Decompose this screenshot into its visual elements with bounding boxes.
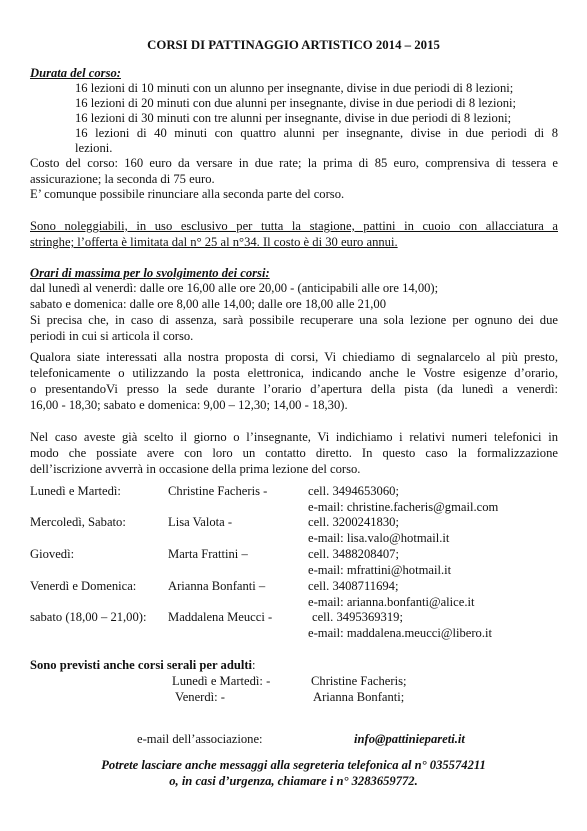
contact-email: e-mail: mfrattini@hotmail.it: [308, 563, 452, 577]
document-title: CORSI DI PATTINAGGIO ARTISTICO 2014 – 2015: [147, 38, 440, 52]
contact-phone: cell. 3494653060;: [308, 484, 399, 498]
contact-name: Arianna Bonfanti –: [168, 579, 266, 593]
teacher-line: modo che possiate avere con loro un contatto diretto. In questo caso la formalizzazione: [30, 446, 558, 460]
evening-days: Venerdì: -: [175, 690, 226, 704]
interest-line: 16,00 - 18,30; sabato e domenica: 9,00 – 12,30; 14,00 - 18,30).: [30, 398, 348, 412]
evening-days: Lunedì e Martedì: -: [172, 674, 271, 688]
contact-name: Lisa Valota -: [168, 515, 233, 529]
interest-line: o presentandoVi presso la sede durante l’orario d’apertura della pista (da lunedì a venerdì:: [30, 382, 558, 396]
contact-email: e-mail: arianna.bonfanti@alice.it: [308, 595, 475, 609]
teacher-line: Nel caso aveste già scelto il giorno o l’insegnante, Vi indichiamo i relativi numeri telefonici in: [30, 430, 558, 444]
lesson-line: lezioni.: [75, 141, 113, 155]
contact-phone: cell. 3495369319;: [312, 610, 403, 624]
lesson-line: 16 lezioni di 40 minuti con quattro alunni per insegnante, divise in due periodi di 8: [75, 126, 558, 140]
lesson-line: 16 lezioni di 20 minuti con due alunni per insegnante, divise in due periodi di 8 lezioni;: [75, 96, 517, 110]
interest-line: telefonicamente o utilizzando la posta elettronica, indicando anche le Vostre esigenze d’orario,: [30, 366, 558, 380]
contact-phone: cell. 3488208407;: [308, 547, 399, 561]
schedule-line: sabato e domenica: dalle ore 8,00 alle 14,00; dalle ore 18,00 alle 21,00: [30, 297, 387, 311]
contact-days: Venerdì e Domenica:: [30, 579, 137, 593]
footer-line: o, in casi d’urgenza, chiamare i n° 3283659772.: [169, 774, 418, 788]
rental-line: stringhe; l’offerta è limitata dal n° 25 al n°34. Il costo è di 30 euro annui.: [30, 235, 398, 249]
contact-phone: cell. 3200241830;: [308, 515, 399, 529]
schedule-line: Si precisa che, in caso di assenza, sarà possibile recuperare una sola lezione per ognuno dei due: [30, 313, 558, 327]
evening-teacher: Arianna Bonfanti;: [313, 690, 405, 704]
contact-days: Lunedì e Martedì:: [30, 484, 121, 498]
orari-heading: Orari di massima per lo svolgimento dei corsi:: [30, 266, 270, 280]
contact-name: Christine Facheris -: [168, 484, 268, 498]
footer-line: Potrete lasciare anche messaggi alla segreteria telefonica al n° 035574211: [101, 758, 486, 772]
evening-courses-title: Sono previsti anche corsi serali per adulti: [30, 658, 253, 672]
contact-email: e-mail: maddalena.meucci@libero.it: [308, 626, 492, 640]
contact-phone: cell. 3408711694;: [308, 579, 399, 593]
evening-teacher: Christine Facheris;: [311, 674, 407, 688]
contact-days: Mercoledì, Sabato:: [30, 515, 126, 529]
schedule-line: periodi in cui si articola il corso.: [30, 329, 194, 343]
contact-days: Giovedì:: [30, 547, 75, 561]
cost-line: assicurazione; la seconda di 75 euro.: [30, 172, 215, 186]
lesson-line: 16 lezioni di 30 minuti con tre alunni per insegnante, divise in due periodi di 8 lezioni;: [75, 111, 512, 125]
interest-line: Qualora siate interessati alla nostra proposta di corsi, Vi chiediamo di segnalarcelo al più presto,: [30, 350, 558, 364]
contact-email: e-mail: christine.facheris@gmail.com: [308, 500, 499, 514]
contact-name: Maddalena Meucci -: [168, 610, 273, 624]
contact-days: sabato (18,00 – 21,00):: [30, 610, 147, 624]
schedule-line: dal lunedì al venerdì: dalle ore 16,00 alle ore 20,00 - (anticipabili alle ore 14,00);: [30, 281, 439, 295]
contact-name: Marta Frattini –: [168, 547, 248, 561]
association-email[interactable]: info@pattiniepareti.it: [354, 732, 465, 746]
teacher-line: dell’iscrizione avverrà in occasione della prima lezione del corso.: [30, 462, 361, 476]
durata-heading: Durata del corso:: [30, 66, 121, 80]
evening-courses-heading: [30, 658, 256, 674]
contact-email: e-mail: lisa.valo@hotmail.it: [308, 531, 450, 545]
cost-line: Costo del corso: 160 euro da versare in due rate; la prima di 85 euro, comprensiva di tessera e: [30, 156, 558, 170]
withdraw-note: E’ comunque possibile rinunciare alla seconda parte del corso.: [30, 187, 345, 201]
rental-line: Sono noleggiabili, in uso esclusivo per tutta la stagione, pattini in cuoio con allacciatura a: [30, 219, 558, 233]
evening-courses-colon: :: [252, 658, 256, 672]
lesson-line: 16 lezioni di 10 minuti con un alunno per insegnante, divise in due periodi di 8 lezioni;: [75, 81, 514, 95]
association-email-label: e-mail dell’associazione:: [137, 732, 263, 746]
